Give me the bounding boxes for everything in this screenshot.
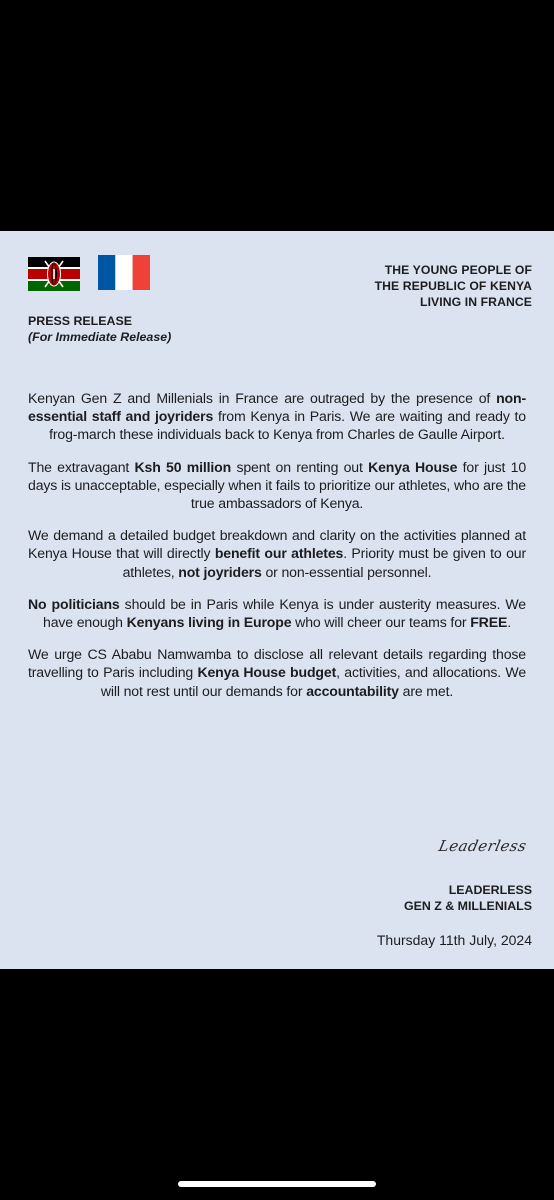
bold-text: Kenya House — [368, 458, 458, 475]
text: for just 10 days is unacceptable, especially when it fails to prioritize our athletes, who are the true ambassadors of Kenya. — [28, 458, 527, 512]
immediate-release-note: (For Immediate Release) — [28, 330, 172, 344]
bold-text: not joyriders — [178, 563, 262, 580]
text: spent on renting out — [231, 458, 369, 475]
release-date: Thursday 11th July, 2024 — [376, 932, 532, 948]
text: or non-essential personnel. — [261, 563, 432, 580]
bold-text: Ksh 50 million — [134, 458, 232, 475]
text: We urge CS Ababu Namwamba to disclose all relevant details regarding those travelling to Paris including — [28, 646, 526, 681]
org-line-3: LIVING IN FRANCE — [420, 295, 532, 309]
bold-text: accountability — [306, 682, 399, 699]
text: who will cheer our teams for — [291, 614, 471, 631]
text: should be in Paris while Kenya is under austerity measures. We have enough — [43, 595, 526, 631]
text: We demand a detailed budget breakdown and clarity on the activities planned at Kenya House that will directly — [28, 527, 526, 562]
text: , activities, and allocations. We will not rest until our demands for — [100, 664, 527, 699]
bold-text: benefit our athletes — [214, 545, 344, 562]
press-release-title: PRESS RELEASE — [28, 314, 132, 328]
text: from Kenya in Paris. We are waiting and ready to frog-march these individuals back to Kenya from Charles de Gaulle Airport. — [49, 408, 526, 443]
text: Kenyan Gen Z and Millenials in France are outraged by the presence of — [28, 390, 497, 406]
signatory-line-2: GEN Z & MILLENIALS — [403, 899, 532, 913]
kenya-flag-icon — [28, 257, 80, 291]
paragraph-2 — [28, 458, 526, 513]
handwritten-signature: Leaderless — [436, 837, 528, 855]
org-line-2: THE REPUBLIC OF KENYA — [374, 279, 532, 293]
signatory-line-1: LEADERLESS — [448, 883, 532, 897]
paragraph-3 — [28, 526, 526, 581]
bold-text: Kenyans living in Europe — [126, 614, 292, 631]
text: . — [507, 614, 511, 631]
press-release-document — [0, 231, 554, 969]
bold-text: FREE — [470, 614, 508, 631]
home-indicator[interactable] — [178, 1181, 376, 1187]
paragraph-5 — [28, 645, 526, 700]
press-release-label — [28, 313, 171, 345]
org-line-1: THE YOUNG PEOPLE OF — [384, 263, 532, 277]
paragraph-1 — [28, 389, 526, 444]
signatory-block — [404, 882, 532, 914]
organization-heading — [302, 262, 532, 310]
france-flag-icon — [98, 255, 150, 290]
bold-text: non-essential staff and joyriders — [28, 390, 526, 425]
bold-text: Kenya House budget — [197, 664, 337, 681]
paragraph-4 — [28, 595, 526, 631]
statement-body — [28, 389, 526, 714]
bold-text: No politicians — [28, 595, 120, 612]
text: The extravagant — [28, 458, 135, 475]
text: . Priority must be given to our athletes, — [122, 545, 526, 580]
text: are met. — [398, 682, 454, 699]
